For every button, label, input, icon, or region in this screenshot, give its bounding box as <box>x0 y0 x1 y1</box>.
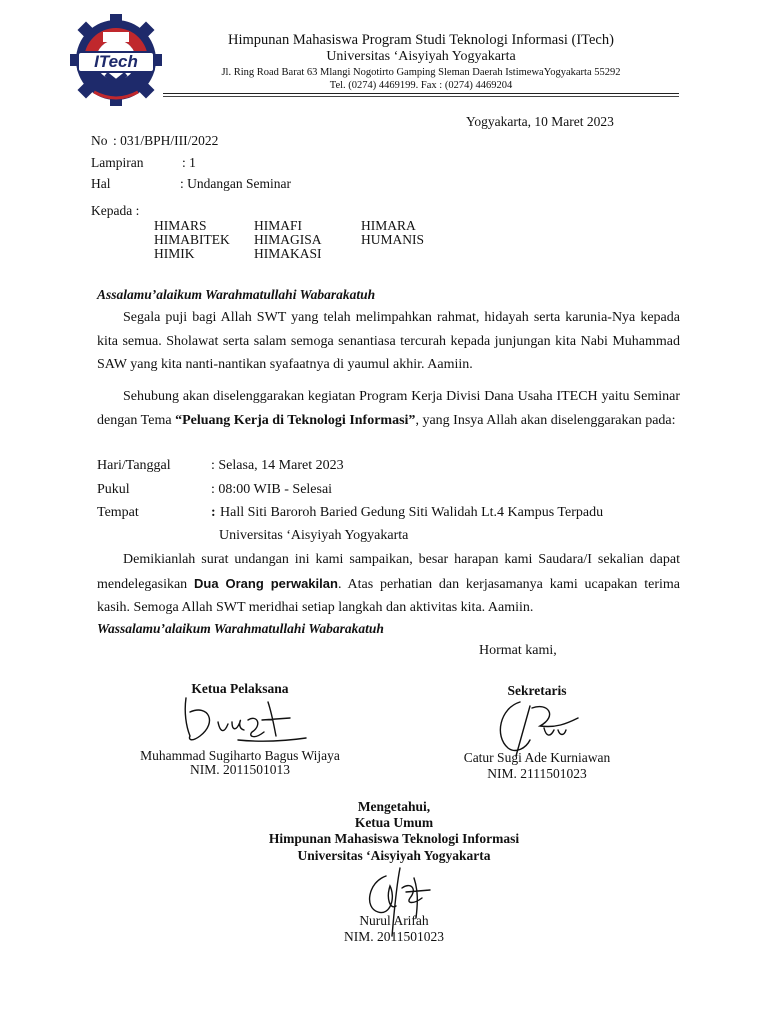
university-name: Universitas ‘Aisyiyah Yogyakarta <box>326 49 516 64</box>
closing-greeting: Wassalamu’alaikum Warahmatullahi Wabarakatuh <box>97 621 384 636</box>
event-time-value: : 08:00 WIB - Selesai <box>211 482 333 497</box>
no-value: : 031/BPH/III/2022 <box>113 133 219 148</box>
recipient: HIMAKASI <box>254 246 322 261</box>
right-signatory-nim: NIM. 2111501023 <box>487 766 587 781</box>
logo-text: ITech <box>94 52 138 71</box>
right-signatory-name: Catur Sugi Ade Kurniawan <box>463 750 611 765</box>
recipient: HIMARA <box>361 218 416 233</box>
event-place-line1: Hall Siti Baroroh Baried Gedung Siti Walidah Lt.4 Kampus Terpadu <box>220 505 604 520</box>
paragraph-closing <box>97 548 680 620</box>
header-divider-thin <box>163 96 679 97</box>
event-time-label: Pukul <box>97 482 130 497</box>
org-name: Himpunan Mahasiswa Program Studi Teknologi Informasi (ITech) <box>228 32 614 48</box>
recipient: HIMAFI <box>254 218 303 233</box>
paragraph-invitation-text: , yang Insya Allah akan diselenggarakan pada: <box>415 412 676 428</box>
event-place-line2: Universitas ‘Aisyiyah Yogyakarta <box>219 528 409 543</box>
lampiran-value: : 1 <box>182 155 196 170</box>
recipients-label: Kepada : <box>91 203 140 218</box>
event-day-value: : Selasa, 14 Maret 2023 <box>211 458 344 473</box>
left-signatory-name: Muhammad Sugiharto Bagus Wijaya <box>140 748 340 763</box>
paragraph-invitation <box>97 385 680 432</box>
itech-logo <box>70 14 162 106</box>
association-university: Universitas ‘Aisyiyah Yogyakarta <box>297 848 491 863</box>
paragraph-invitation-text: Sehubung akan diselenggarakan kegiatan Program Kerja Divisi Dana Usaha ITECH yaitu Seminar dengan Tema <box>97 389 680 428</box>
bottom-signatory-name: Nurul Arifah <box>359 913 429 928</box>
recipient: HIMAGISA <box>254 232 322 247</box>
event-day-label: Hari/Tanggal <box>97 458 171 473</box>
no-label: No <box>91 133 108 148</box>
recipient: HIMABITEK <box>154 232 230 247</box>
left-signatory-role: Ketua Pelaksana <box>191 681 289 696</box>
right-signatory-role: Sekretaris <box>507 683 567 698</box>
lampiran-label: Lampiran <box>91 155 144 170</box>
bottom-signatory-nim: NIM. 2011501023 <box>344 929 444 944</box>
seminar-theme: “Peluang Kerja di Teknologi Informasi” <box>175 412 416 428</box>
hormat-kami: Hormat kami, <box>479 643 557 658</box>
recipient: HIMIK <box>154 246 195 261</box>
left-signature <box>178 692 308 755</box>
recipient: HIMARS <box>154 218 207 233</box>
event-place-colon: : <box>211 505 216 520</box>
chair-title: Ketua Umum <box>354 815 434 830</box>
recipient: HUMANIS <box>361 232 425 247</box>
contact: Tel. (0274) 4469199. Fax : (0274) 4469204 <box>329 80 513 91</box>
opening-greeting: Assalamu’alaikum Warahmatullahi Wabarakatuh <box>97 287 376 302</box>
paragraph-closing-text: Demikianlah surat undangan ini kami sampaikan, besar harapan kami Saudara/I sekalian dapat mendelegasikan <box>97 552 680 592</box>
association-name: Himpunan Mahasiswa Teknologi Informasi <box>268 831 520 846</box>
event-place-label: Tempat <box>97 505 139 520</box>
header-divider <box>163 93 679 94</box>
paragraph-closing-text: . Atas perhatian dan kerjasamanya kami ucapakan terima kasih. Semoga Allah SWT meridhai setiap langkah dan aktivitas kita. Aamiin. <box>97 576 680 615</box>
acknowledged-label: Mengetahui, <box>357 799 431 814</box>
left-signatory-nim: NIM. 2011501013 <box>190 762 290 777</box>
date-line: Yogyakarta, 10 Maret 2023 <box>466 114 614 129</box>
delegates-emphasis: Dua Orang perwakilan <box>194 575 338 591</box>
address: Jl. Ring Road Barat 63 Mlangi Nogotirto Gamping Sleman Daerah IstimewaYogyakarta 55292 <box>221 67 621 78</box>
hal-value: : Undangan Seminar <box>180 176 291 191</box>
paragraph-opening: Segala puji bagi Allah SWT yang telah melimpahkan rahmat, hidayah serta karunia-Nya kepada kita semua. Sholawat serta salam semoga senantiasa tercurah kepada junjungan kita Nabi Muhammad SAW yang kita nanti-nantikan syafaatnya di yaumul akhir. Aamiin. <box>97 310 680 372</box>
hal-label: Hal <box>91 176 111 191</box>
